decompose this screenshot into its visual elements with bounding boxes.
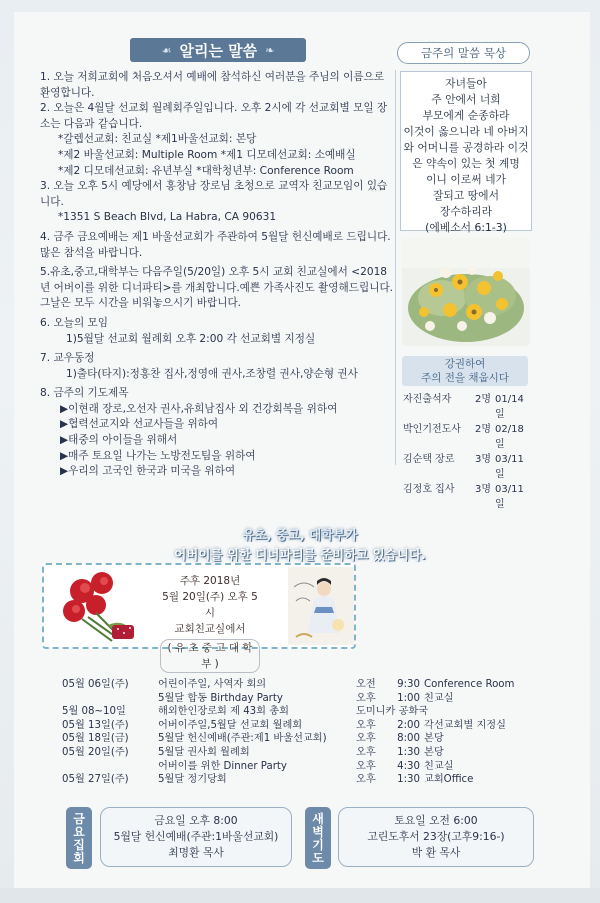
dawn-time: 토요일 오전 6:00 [394,814,478,827]
verse-line: 부모에게 순종하라 [422,109,510,122]
announcement-item: 2. 오늘은 4월달 선교회 월례회주일입니다. 오후 2시에 각 선교회별 모일 장소는 다음과 같습니다. [40,102,388,130]
schedule-date: 05월 20일(주) [62,746,129,758]
prayer-item: ▶이현래 장로,오선자 권사,유희남집사 외 건강회복을 위하여 [60,402,338,415]
schedule-row [62,719,562,733]
attendance-row [403,422,531,452]
announcement-item: 3. 오늘 오후 5시 예당에서 홍창남 장로님 초청으로 교역자 친교모임이 있습니다. [40,180,388,208]
schedule-ampm: 오후 [356,774,376,786]
attendance-count: 2명 [474,424,491,435]
dinner-host: ( 유 초 중 고 대 학 부 ) [160,639,260,673]
dinner-place: 교회친교실에서 [174,623,246,635]
attendance-name: 박인기전도사 [403,424,461,435]
schedule-time: 1:30 [397,746,420,758]
prayer-item: ▶협력선교지와 선교사들을 위하여 [60,418,219,431]
schedule-ampm: 오후 [356,760,376,772]
dinner-year: 주후 2018년 [179,575,241,587]
schedule-event: 어버이를 위한 Dinner Party [158,760,287,772]
prayer-item: ▶매주 토요일 나가는 노방전도팀을 위하여 [60,449,256,462]
dinner-heading-line-2: 어버이를 위한 디너파티를 준비하고 있습니다. [174,547,426,562]
schedule-ampm: 오후 [356,692,376,704]
attendance-date: 03/11일 [495,454,524,480]
schedule-row [62,732,562,746]
attendance-name: 김순택 장로 [403,454,455,465]
schedule-place: 각선교회별 지정실 [424,719,506,731]
schedule-place: 교회Office [424,774,474,786]
schedule-event: 5월달 권사회 월례회 [158,746,250,758]
attendance-count: 3명 [474,454,491,465]
schedule-date: 05월 06일(주) [62,679,129,690]
schedule-row [62,678,562,692]
schedule-time: 8:00 [397,733,420,745]
monthly-schedule [62,678,562,787]
left-ornament-icon: ☙ [161,43,172,57]
weekly-verse-box [400,71,532,234]
attendance-name: 자진출석자 [403,394,452,405]
attendance-row [403,392,531,422]
dinner-invitation-text [160,573,260,673]
announcement-subitem: 1)출타(타지):정홍찬 집사,정영애 권사,조창렬 권사,양순형 권사 [66,367,358,380]
carnation-illustration [52,567,156,647]
attendance-date: 02/18일 [495,424,524,450]
schedule-row [62,746,562,760]
announcement-item: 7. 교우동정 [40,352,95,365]
announcement-address: *1351 S Beach Blvd, La Habra, CA 90631 [58,211,277,224]
friday-tag-label: 금요집회 [73,812,85,865]
schedule-location: 도미니카 공화국 [356,706,429,718]
column-divider [395,70,396,465]
schedule-time: 1:00 [397,692,420,704]
announcement-item: 6. 오늘의 모임 [40,316,109,329]
dinner-party-heading [40,525,560,563]
dawn-tag-label: 새벽기도 [312,812,324,865]
attendance-row [403,452,531,482]
schedule-date [62,692,158,706]
attendance-count: 2명 [474,394,491,405]
friday-event: 5월달 헌신예배(주관:1바울선교회) [113,830,279,843]
announcement-item: 8. 금주의 기도제목 [40,387,129,400]
schedule-row [62,760,562,774]
schedule-place: 본당 [424,733,444,745]
dinner-date: 5월 20일(주) 오후 5시 [162,591,258,619]
announcement-subitem: *제2 디모데선교회: 유년부실 *대학청년부: Conference Room [58,164,354,177]
schedule-ampm: 오후 [356,746,376,758]
verse-line: 잘되고 땅에서 [432,189,499,202]
page-bottom-edge [0,888,600,903]
schedule-event: 5월달 정기당회 [158,774,227,786]
attendance-date: 03/11일 [495,484,524,510]
mother-painting-illustration [288,567,354,645]
attendance-row [403,482,531,512]
announcements-body [40,70,394,480]
verse-line: 와 어머니를 공경하라 이것 [403,141,529,154]
schedule-event: 해외한인장로회 제 43회 총회 [158,706,289,718]
announcements-title: 알리는 말씀 [179,41,258,60]
verse-line: 자녀들아 [445,77,487,90]
schedule-row [62,773,562,787]
schedule-event: 어버이주일,5월달 선교회 월례회 [158,719,303,731]
schedule-row [62,705,562,719]
announcement-subitem: 1)5월달 선교회 월례회 오후 2:00 각 선교회별 지정실 [66,332,316,345]
encourage-line-1: 강권하여 [444,358,486,370]
schedule-time: 1:30 [397,774,420,786]
schedule-place: Conference Room [424,679,515,690]
verse-line: 장수하리라 [439,205,493,218]
announcement-item: 4. 금주 금요예배는 제1 바울선교회가 주관하여 5월달 헌신예배로 드립니다. 많은 참석을 바랍니다. [40,230,391,259]
schedule-date: 5월 08~10일 [62,706,126,718]
schedule-date [62,760,158,774]
schedule-date: 05월 13일(주) [62,719,129,731]
verse-line: 이것이 옳으니라 네 아버지 [403,125,529,138]
schedule-time: 2:00 [397,719,420,731]
schedule-ampm: 오후 [356,733,376,745]
dawn-prayer-box [338,807,534,867]
verse-reference: (에베소서 6:1-3) [425,221,507,234]
verse-line: 은 약속이 있는 첫 계명 [412,157,520,170]
prayer-item: ▶태중의 아이들을 위해서 [60,434,178,447]
right-ornament-icon: ❧ [265,43,275,57]
attendance-count: 3명 [474,484,491,495]
friday-preacher: 최명환 목사 [168,846,224,859]
verse-line: 주 안에서 너희 [431,93,501,106]
dawn-preacher: 박 환 목사 [411,846,461,859]
schedule-time: 4:30 [397,760,420,772]
schedule-place: 본당 [424,746,444,758]
announcement-subitem: *갈렙선교회: 친교실 *제1바울선교회: 본당 [58,133,257,146]
schedule-ampm: 오전 [356,679,376,690]
schedule-event: 어린이주일, 사역자 회의 [158,679,267,690]
schedule-event: 5월달 합동 Birthday Party [158,692,283,704]
attendance-list [403,392,531,512]
friday-service-box [100,807,292,867]
verse-line: 이니 이로써 네가 [426,173,506,186]
schedule-place: 친교실 [424,692,454,704]
dawn-prayer-tag [305,807,331,869]
announcement-item: 5.유초,중고,대학부는 다음주일(5/20일) 오후 5시 교회 친교실에서 <2018년 어버이를 위한 디너파티>를 개최합니다.예쁜 가족사진도 촬영해드립니다. 그날은 모두 시간을 비워놓으시기 바랍니다. [40,266,394,310]
announcements-title-banner [130,38,306,62]
schedule-ampm: 오후 [356,719,376,731]
schedule-date: 05월 27일(주) [62,774,129,786]
announcement-item: 1. 오늘 저희교회에 처음오셔서 예배에 참석하신 여러분을 주님의 이름으로 환영합니다. [40,71,385,99]
flower-bouquet-image [402,238,530,346]
dinner-heading-line-1: 유초, 중고, 대학부가 [242,527,358,542]
attendance-name: 김정호 집사 [403,484,455,495]
dawn-scripture: 고린도후서 23장(고후9:16-) [367,830,505,843]
schedule-row [62,692,562,706]
friday-time: 금요일 오후 8:00 [154,814,238,827]
schedule-time: 9:30 [397,679,420,690]
weekly-verse-title: 금주의 말씀 묵상 [397,42,530,64]
schedule-event: 5월달 헌신예배(주관:제1 바울선교회) [158,733,327,745]
announcement-subitem: *제2 바울선교회: Multiple Room *제1 디모데선교회: 소예배실 [58,148,356,161]
schedule-place: 친교실 [424,760,454,772]
schedule-date: 05월 18일(금) [62,733,129,745]
encourage-line-2: 주의 전을 채웁시다 [421,372,509,384]
encourage-banner [402,356,528,386]
friday-service-tag [66,807,92,869]
attendance-date: 01/14일 [495,394,524,420]
prayer-item: ▶우리의 고국인 한국과 미국을 위하여 [60,465,236,478]
